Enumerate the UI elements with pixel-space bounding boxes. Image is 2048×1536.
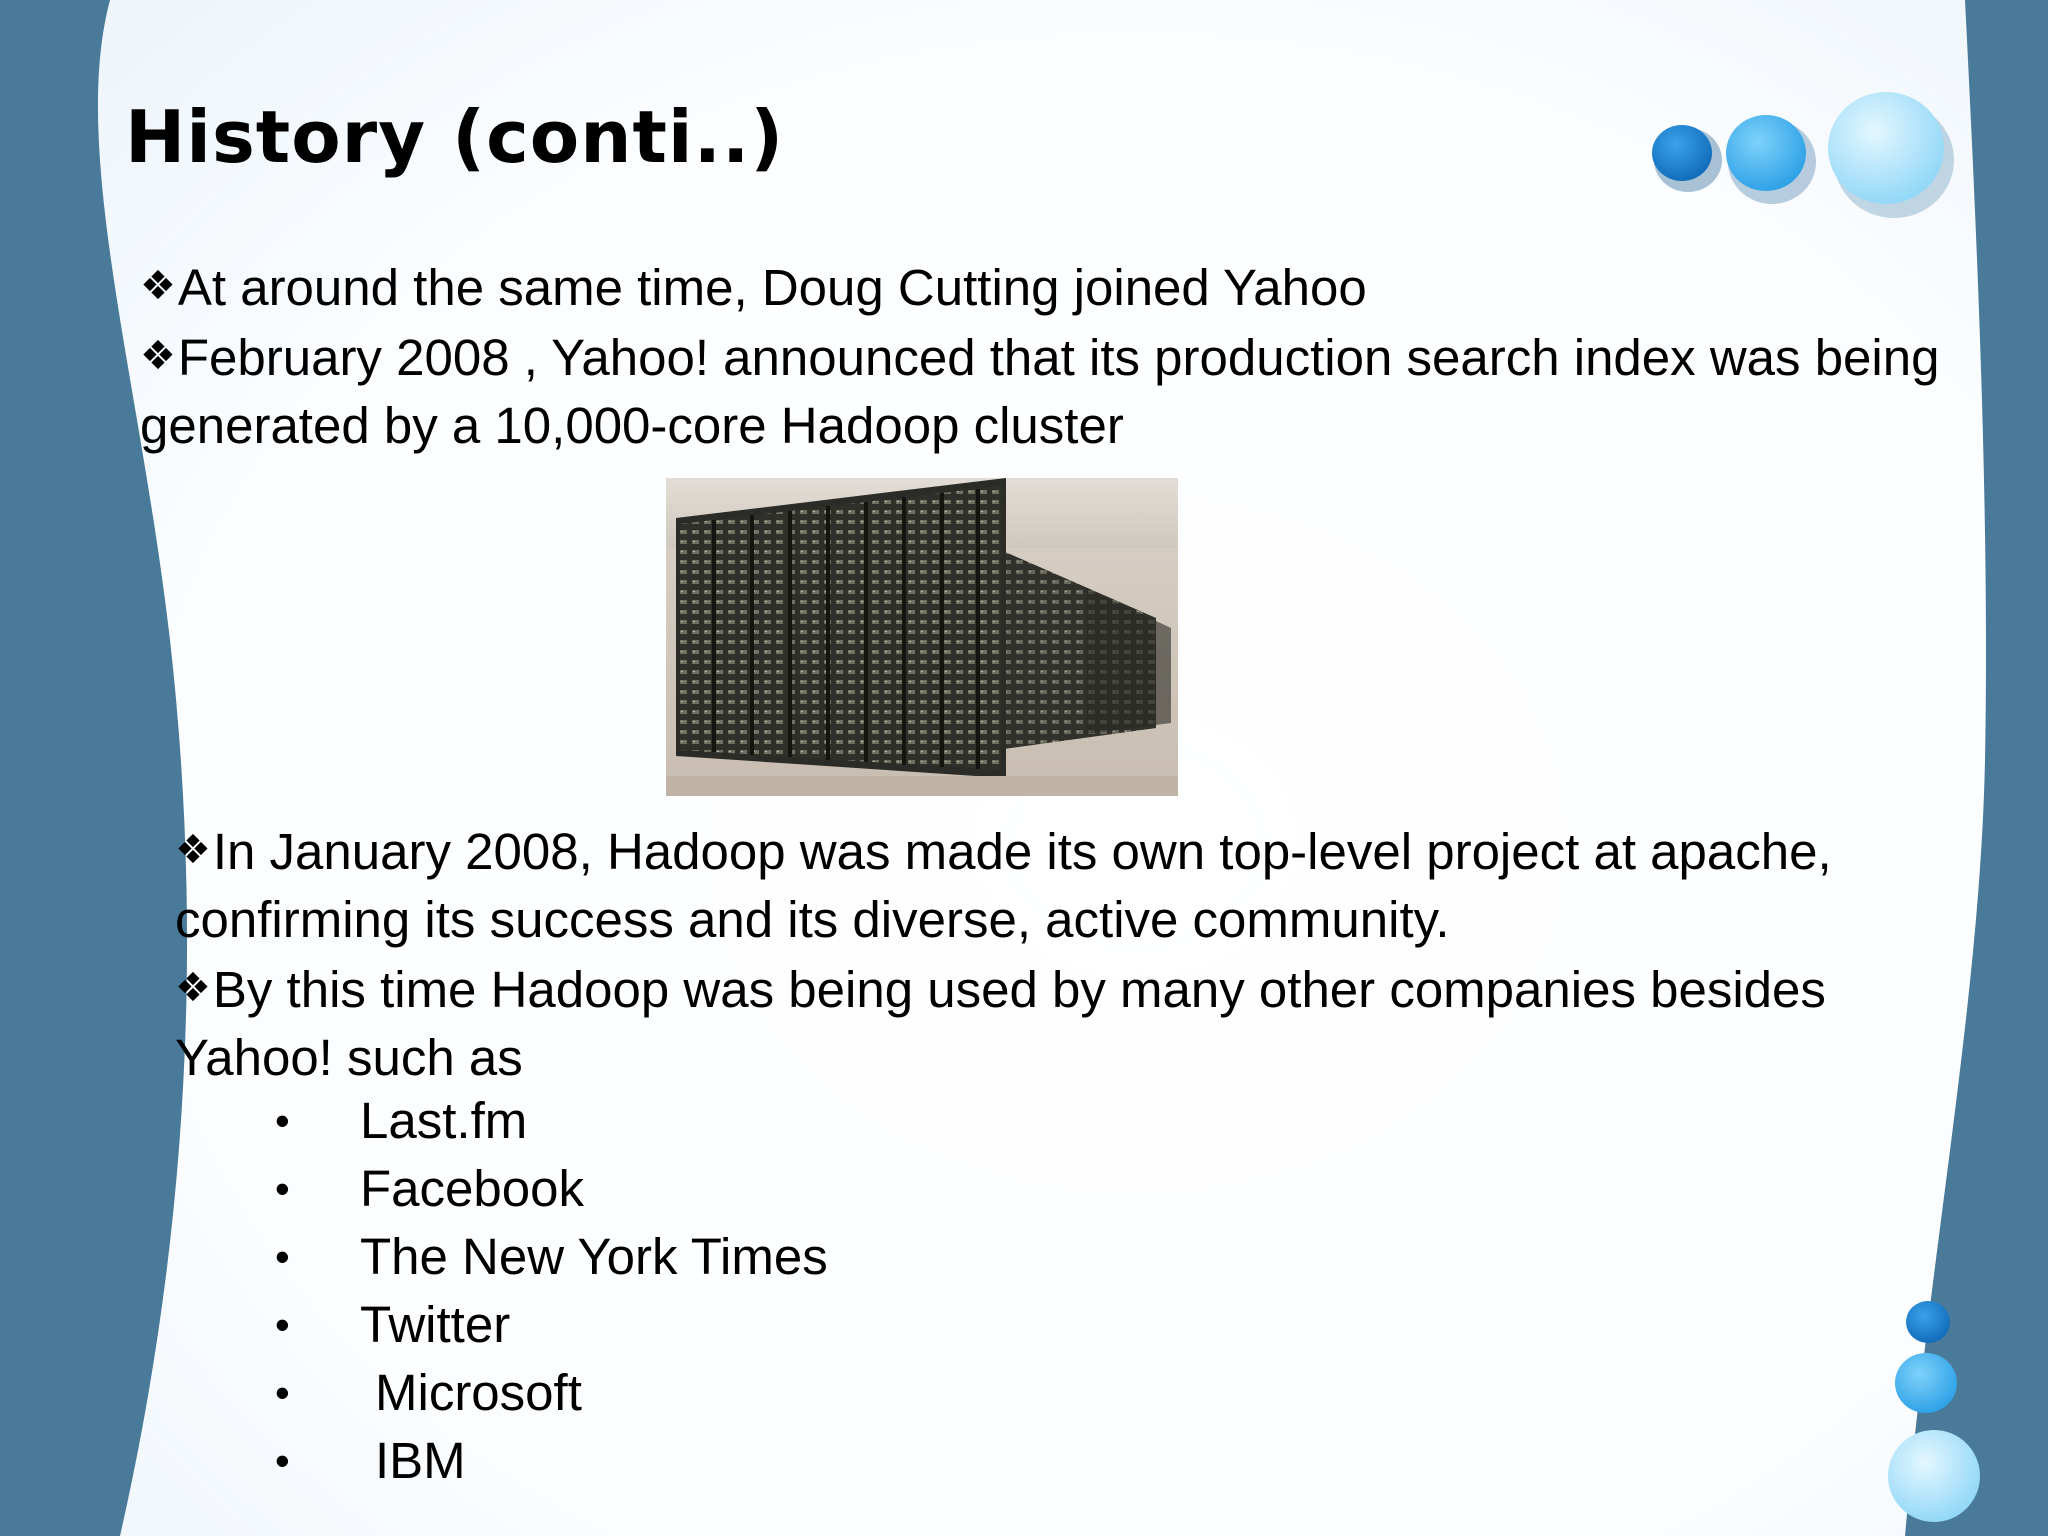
bullet-point: ❖February 2008 , Yahoo! announced that its production search index was being generated by a 10,000-core Hadoop cluster <box>140 329 1940 454</box>
bullet-point: ❖In January 2008, Hadoop was made its own top-level project at apache, confirming its success and its diverse, active community. <box>175 823 1832 948</box>
list-item: • IBM <box>275 1427 828 1495</box>
company-list <box>275 1087 828 1495</box>
list-item: • Last.fm <box>275 1087 828 1155</box>
top-bullet-points <box>140 252 2000 460</box>
diamond-bullet-icon: ❖ <box>175 827 211 873</box>
list-item: • Facebook <box>275 1155 828 1223</box>
server-racks-image <box>666 478 1178 796</box>
bottom-bullet-points <box>175 816 1875 1092</box>
list-item: • The New York Times <box>275 1223 828 1291</box>
diamond-bullet-icon: ❖ <box>140 263 176 309</box>
bullet-point: ❖At around the same time, Doug Cutting joined Yahoo <box>140 259 1367 316</box>
list-item: • Microsoft <box>275 1359 828 1427</box>
diamond-bullet-icon: ❖ <box>140 333 176 379</box>
list-item: • Twitter <box>275 1291 828 1359</box>
bullet-point: ❖By this time Hadoop was being used by many other companies besides Yahoo! such as <box>175 961 1826 1086</box>
diamond-bullet-icon: ❖ <box>175 965 211 1011</box>
slide-title: History (conti..) <box>125 95 785 179</box>
